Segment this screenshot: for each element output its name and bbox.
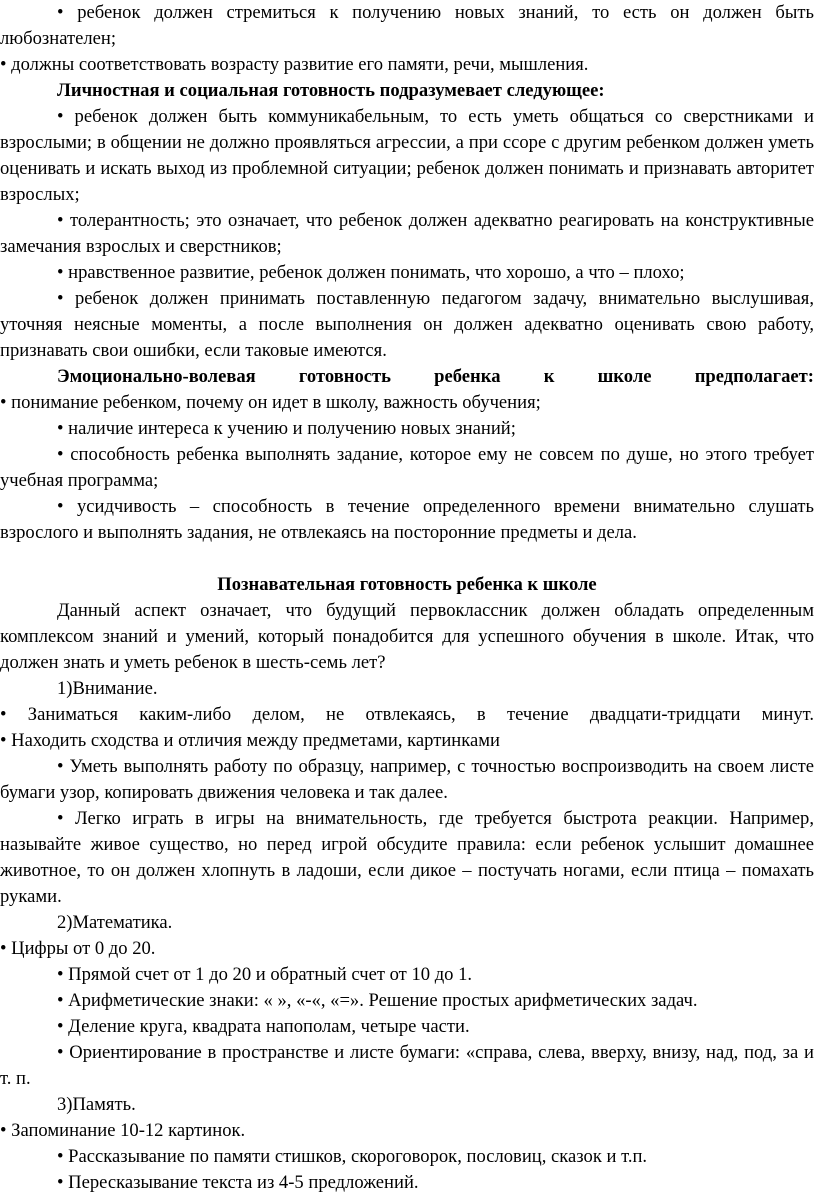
bullet-counting: • Прямой счет от 1 до 20 и обратный счет от 10 до 1.: [57, 964, 473, 985]
blank-line: [0, 546, 814, 572]
bullet-development: • должны соответствовать возрасту развитие его памяти, речи, мышления.: [0, 54, 589, 75]
bullet-differences: • Находить сходства и отличия между предметами, картинками: [0, 730, 500, 751]
bullet-focus: • Заниматься каким-либо делом, не отвлекаясь, в течение двадцати-тридцати минут.: [0, 704, 814, 725]
bullet-orientation: • Ориентирование в пространстве и листе бумаги: «справа, слева, вверху, внизу, над, под, за и т. п.: [0, 1042, 814, 1089]
bullet-tolerance: • толерантность; это означает, что ребенок должен адекватно реагировать на конструктивные замечания взрослых и сверстников;: [0, 210, 814, 257]
bullet-recitation: • Рассказывание по памяти стишков, скороговорок, пословиц, сказок и т.п.: [57, 1146, 648, 1167]
bullet-task-acceptance: • ребенок должен принимать поставленную педагогом задачу, внимательно выслушивая, уточняя неясные моменты, а после выполнения он должен адекватно оценивать свою работу, признавать свои ошибки, если таковые имеются.: [0, 288, 814, 361]
bullet-perseverance: • усидчивость – способность в течение определенного времени внимательно слушать взрослого и выполнять задания, не отвлекаясь на посторонние предметы и дела.: [0, 496, 814, 543]
bullet-understanding: • понимание ребенком, почему он идет в школу, важность обучения;: [0, 392, 541, 413]
subheading-memory: 3)Память.: [57, 1094, 136, 1115]
bullet-communication: • ребенок должен быть коммуникабельным, то есть уметь общаться со сверстниками и взрослыми; в общении не должно проявляться агрессии, а при ссоре с другим ребенком должен уметь оценивать и искать выход из проблемной ситуации; ребенок должен понимать и признавать авторитет взрослых;: [0, 106, 814, 205]
heading-personal-social: Личностная и социальная готовность подразумевает следующее:: [57, 80, 605, 101]
bullet-ability: • способность ребенка выполнять задание, которое ему не совсем по душе, но этого требует учебная программа;: [0, 444, 814, 491]
subheading-math: 2)Математика.: [57, 912, 173, 933]
bullet-retelling: • Пересказывание текста из 4-5 предложений.: [57, 1172, 419, 1193]
bullet-interest: • наличие интереса к учению и получению новых знаний;: [57, 418, 516, 439]
bullet-division: • Деление круга, квадрата напополам, четыре части.: [57, 1016, 470, 1037]
bullet-curiosity: • ребенок должен стремиться к получению новых знаний, то есть он должен быть любознателен;: [0, 2, 814, 49]
subheading-attention: 1)Внимание.: [57, 678, 158, 699]
section-heading-cognitive: Познавательная готовность ребенка к школе: [217, 574, 597, 595]
bullet-pattern: • Уметь выполнять работу по образцу, например, с точностью воспроизводить на своем листе бумаги узор, копировать движения человека и так далее.: [0, 756, 814, 803]
intro-paragraph: Данный аспект означает, что будущий первоклассник должен обладать определенным комплексом знаний и умений, который понадобится для успешного обучения в школе. Итак, что должен знать и уметь ребенок в шесть-семь лет?: [0, 600, 814, 673]
bullet-pictures: • Запоминание 10-12 картинок.: [0, 1120, 246, 1141]
bullet-digits: • Цифры от 0 до 20.: [0, 938, 156, 959]
bullet-games: • Легко играть в игры на внимательность, где требуется быстрота реакции. Например, называйте живое существо, но перед игрой обсудите правила: если ребенок услышит домашнее животное, то он должен хлопнуть в ладоши, если дикое – постучать ногами, если птица – помахать руками.: [0, 808, 814, 907]
bullet-moral: • нравственное развитие, ребенок должен понимать, что хорошо, а что – плохо;: [57, 262, 685, 283]
heading-emotional-volitional: Эмоционально-волевая готовность ребенка к школе предполагает:: [57, 366, 814, 387]
bullet-arithmetic: • Арифметические знаки: « », «-«, «=». Решение простых арифметических задач.: [57, 990, 698, 1011]
